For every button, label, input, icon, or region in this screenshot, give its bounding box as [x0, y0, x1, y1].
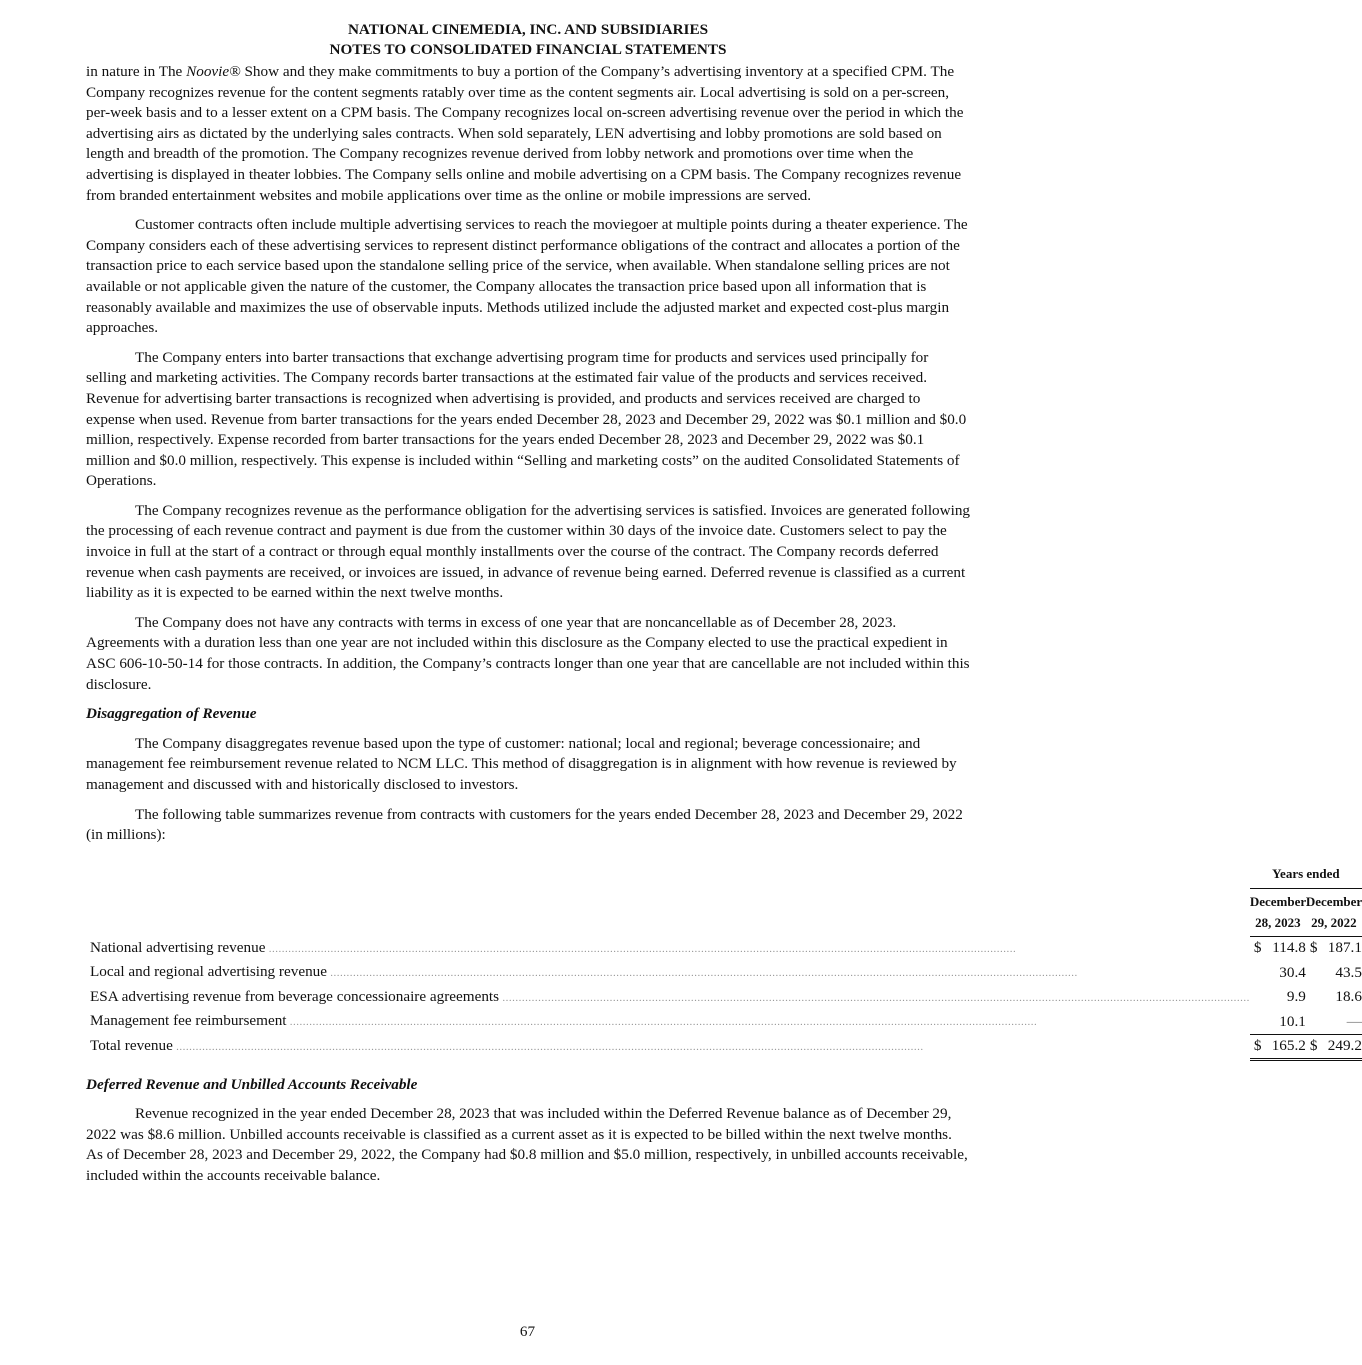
paragraph-text: Show and they make commitments to buy a portion of the Company’s advertising inventory at a specified CPM. The Company recognizes revenue for the content segments ratably over time as the content segments air. Local advertising is sold on a per-screen, per-week basis and to a lesser extent on a CPM basis. The Company recognizes local on-screen advertising revenue over the period in which the advertising airs as dictated by the underlying sales contracts. When sold separately, LEN advertising and lobby promotions are sold based on length and breadth of the promotion. The Company recognizes revenue derived from lobby network and promotions over time when the advertising is displayed in theater lobbies. The Company sells online and mobile advertising on a CPM basis. The Company recognizes revenue from branded entertainment websites and mobile applications over time as the online or mobile impressions are served. — [86, 63, 964, 204]
currency-symbol — [1306, 985, 1318, 1010]
value-2023: 30.4 — [1279, 963, 1306, 981]
paragraph-customer-contracts: Customer contracts often include multiple advertising services to reach the moviegoer at multiple points during a theater experience. The Company considers each of these advertising services to represent distinct performance obligations of the contract and allocates a portion of the transaction price to each service based upon the standalone selling price of the service, when available. When standalone selling prices are not available or not applicable given the nature of the customer, the Company allocates the transaction price based upon all information that is reasonably available and maximizes the use of observable inputs. Methods utilized include the adjusted market and expected cost-plus margin approaches. — [86, 216, 968, 337]
value-2022: 43.5 — [1335, 963, 1362, 981]
currency-symbol: $ — [1250, 1034, 1262, 1059]
show-name: Noovie® — [186, 63, 241, 80]
currency-symbol — [1306, 1010, 1318, 1035]
paragraph-disaggregation: The Company disaggregates revenue based upon the type of customer: national; local and regional; beverage concessionaire; and management fee reimbursement revenue related to NCM LLC. This method of disaggregation is in alignment with how revenue is reviewed by management and discussed with and historically disclosed to investors. — [86, 734, 957, 793]
document-page — [86, 20, 1362, 1187]
paragraph-table-intro: The following table summarizes revenue from contracts with customers for the years ended December 28, 2023 and December 29, 2022 (in millions): — [86, 805, 963, 844]
paragraph-continuation — [86, 62, 970, 206]
company-name: NATIONAL CINEMEDIA, INC. AND SUBSIDIARIES — [347, 21, 709, 38]
paragraph-contract-terms: The Company does not have any contracts with terms in excess of one year that are noncancellable as of December 28, 2023. Agreements with a duration less than one year are not included within this disclosure as the Company elected to use the practical expedient in ASC 606-10-50-14 for those contracts. In addition, the Company’s contracts longer than one year that are cancellable are not included within this disclosure. — [86, 613, 970, 693]
row-label: ESA advertising revenue from beverage concessionaire agreements — [90, 987, 500, 1005]
paragraph-deferred-revenue: Revenue recognized in the year ended December 28, 2023 that was included within the Deferred Revenue balance as of December 29, 2022 was $8.6 million. Unbilled accounts receivable is classified as a current asset as it is expected to be billed within the next twelve months. As of December 28, 2023 and December 29, 2022, the Company had $0.8 million and $5.0 million, respectively, in unbilled accounts receivable, included within the accounts receivable balance. — [86, 1105, 968, 1184]
value-2022: — — [1346, 1012, 1362, 1030]
column-header-2023: December 28, 2023 — [1250, 889, 1306, 936]
currency-symbol: $ — [1253, 939, 1262, 957]
section-heading-deferred-revenue: Deferred Revenue and Unbilled Accounts Receivable — [86, 1075, 418, 1093]
currency-symbol: $ — [1306, 1034, 1318, 1059]
currency-symbol — [1250, 1010, 1262, 1035]
table-row — [86, 985, 1362, 1010]
paragraph-text: in nature in The — [86, 63, 187, 80]
row-label: Total revenue — [90, 1036, 173, 1054]
document-header — [86, 20, 970, 60]
value-2023: 114.8 — [1272, 939, 1306, 957]
years-ended-header: Years ended — [1250, 864, 1362, 889]
row-label: Local and regional advertising revenue — [90, 963, 327, 981]
currency-symbol: $ — [1309, 939, 1318, 957]
revenue-table — [86, 864, 1362, 1061]
section-heading-disaggregation: Disaggregation of Revenue — [86, 705, 257, 723]
table-row — [86, 936, 1362, 961]
total-2022: 249.2 — [1318, 1034, 1362, 1059]
table-row — [86, 1010, 1362, 1035]
document-title: NOTES TO CONSOLIDATED FINANCIAL STATEMENTS — [329, 41, 727, 58]
value-2022: 18.6 — [1335, 988, 1362, 1006]
column-header-2022: December 29, 2022 — [1306, 889, 1362, 936]
table-total-row — [86, 1034, 1362, 1059]
value-2023: 9.9 — [1286, 988, 1306, 1006]
page-number: 67 — [519, 1323, 536, 1340]
value-2022: 187.1 — [1327, 939, 1362, 957]
currency-symbol — [1250, 961, 1262, 986]
paragraph-revenue-recognition: The Company recognizes revenue as the performance obligation for the advertising services is satisfied. Invoices are generated following the processing of each revenue contract and payment is due from the customer within 30 days of the invoice date. Customers select to pay the invoice in full at the start of a contract or through equal monthly installments over the course of the contract. The Company records deferred revenue when cash payments are received, or invoices are issued, in advance of revenue being earned. Deferred revenue is classified as a current liability as it is expected to be earned within the next twelve months. — [86, 501, 971, 602]
row-label: National advertising revenue — [90, 938, 266, 956]
row-label: Management fee reimbursement — [90, 1012, 287, 1030]
table-row — [86, 961, 1362, 986]
table-group-header-row — [86, 864, 1362, 889]
table-column-header-row — [86, 889, 1362, 936]
total-2023: 165.2 — [1262, 1034, 1306, 1059]
currency-symbol — [1250, 985, 1262, 1010]
paragraph-barter-transactions: The Company enters into barter transactions that exchange advertising program time for products and services used principally for selling and marketing activities. The Company records barter transactions at the estimated fair value of the products and services received. Revenue for advertising barter transactions is recognized when advertising is provided, and products and services received are charged to expense when used. Revenue from barter transactions for the years ended December 28, 2023 and December 29, 2022 was $0.1 million and $0.0 million, respectively. Expense recorded from barter transactions for the years ended December 28, 2023 and December 29, 2022 was $0.1 million and $0.0 million, respectively. This expense is included within “Selling and marketing costs” on the audited Consolidated Statements of Operations. — [86, 348, 967, 490]
value-2023: 10.1 — [1279, 1012, 1306, 1030]
currency-symbol — [1306, 961, 1318, 986]
